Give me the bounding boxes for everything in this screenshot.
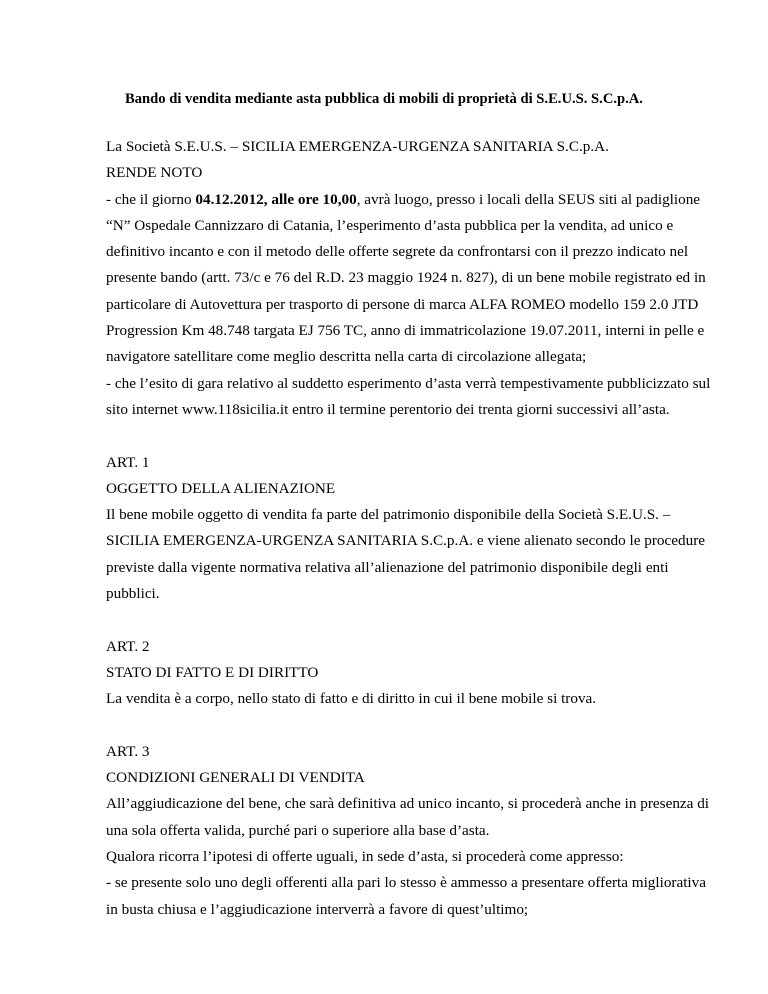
auction-date: 04.12.2012, alle ore 10,00: [195, 190, 357, 208]
art3-line: All’aggiudicazione del bene, che sarà definitiva ad unico incanto, si procederà anche in presenza di: [106, 795, 710, 813]
art3-line: Qualora ricorra l’ipotesi di offerte uguali, in sede d’asta, si procederà come appresso:: [106, 848, 624, 866]
art3-line: - se presente solo uno degli offerenti alla pari lo stesso è ammesso a presentare offerta migliorativa: [106, 874, 706, 892]
company-line: La Società S.E.U.S. – SICILIA EMERGENZA-URGENZA SANITARIA S.C.p.A.: [106, 138, 609, 155]
intro-prefix-text: - che il giorno: [106, 190, 196, 208]
art2-heading: STATO DI FATTO E DI DIRITTO: [106, 663, 319, 681]
art3-line: in busta chiusa e l’aggiudicazione interverrà a favore di quest’ultimo;: [106, 900, 529, 918]
spacer: [106, 423, 663, 449]
art3-number: ART. 3: [106, 742, 150, 760]
intro-paragraph-line: particolare di Autovettura per trasporto di persone di marca ALFA ROMEO modello 159 2.0 JTD: [106, 295, 699, 313]
intro-paragraph-line: definitivo incanto e con il metodo delle offerte segrete da confrontarsi con il prezzo indicato nel: [106, 243, 689, 261]
art1-heading: OGGETTO DELLA ALIENAZIONE: [106, 479, 336, 497]
art1-number: ART. 1: [106, 453, 150, 471]
result-paragraph-line: sito internet www.118sicilia.it entro il termine perentorio dei trenta giorni successivi all’asta.: [106, 400, 670, 418]
spacer: [106, 607, 663, 633]
intro-paragraph-line: “N” Ospedale Cannizzaro di Catania, l’esperimento d’asta pubblica per la vendita, ad unico e: [106, 216, 674, 234]
art1-line: SICILIA EMERGENZA-URGENZA SANITARIA S.C.p.A. e viene alienato secondo le procedure: [106, 532, 705, 550]
art1-line: previste dalla vigente normativa relativa all’alienazione del patrimonio disponibile degli enti: [106, 558, 669, 576]
result-paragraph-line: - che l’esito di gara relativo al suddetto esperimento d’asta verrà tempestivamente pubblicizzato sul: [106, 374, 711, 392]
rende-noto-heading: RENDE NOTO: [106, 164, 203, 182]
art2-number: ART. 2: [106, 637, 150, 655]
art1-line: Il bene mobile oggetto di vendita fa parte del patrimonio disponibile della Società S.E.U.S. –: [106, 506, 671, 524]
art3-heading: CONDIZIONI GENERALI DI VENDITA: [106, 769, 365, 787]
spacer: [106, 713, 663, 739]
intro-suffix-text: , avrà luogo, presso i locali della SEUS siti al padiglione: [356, 190, 701, 208]
intro-paragraph-line: Progression Km 48.748 targata EJ 756 TC, anno di immatricolazione 19.07.2011, interni in pelle e: [106, 322, 705, 340]
intro-paragraph-line: presente bando (artt. 73/c e 76 del R.D. 23 maggio 1924 n. 827), di un bene mobile registrato ed in: [106, 269, 706, 287]
art3-line: una sola offerta valida, purché pari o superiore alla base d’asta.: [106, 821, 490, 839]
intro-paragraph-line: navigatore satellitare come meglio descritta nella carta di circolazione allegata;: [106, 348, 587, 366]
intro-paragraph-line: [106, 187, 701, 213]
art2-line: La vendita è a corpo, nello stato di fatto e di diritto in cui il bene mobile si trova.: [106, 690, 597, 708]
document-body: [106, 134, 711, 923]
document-title: Bando di vendita mediante asta pubblica di mobili di proprietà di S.E.U.S. S.C.p.A.: [125, 91, 643, 107]
art1-line: pubblici.: [106, 585, 160, 603]
